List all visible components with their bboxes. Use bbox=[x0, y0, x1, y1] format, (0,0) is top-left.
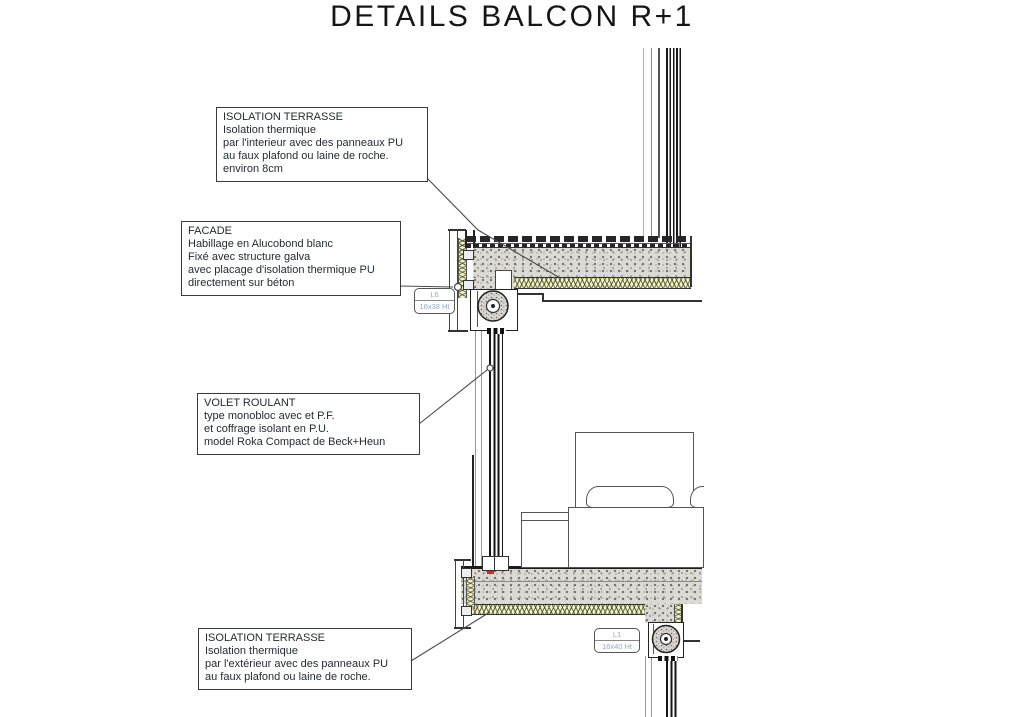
ceiling-insulation-top bbox=[514, 277, 691, 289]
nightstand-drawer-line bbox=[522, 520, 568, 521]
interior-wall-line bbox=[472, 455, 474, 567]
annotation-title: ISOLATION TERRASSE bbox=[205, 632, 326, 644]
shutter-guide-rails bbox=[475, 330, 482, 568]
downstand-right-edge bbox=[681, 604, 683, 624]
facade-fixing-clip bbox=[463, 250, 474, 260]
annotation-facade bbox=[181, 221, 401, 296]
ceiling-insulation-bottom bbox=[471, 604, 645, 615]
false-ceiling-line-short bbox=[516, 293, 543, 295]
beam-label-L1 bbox=[594, 628, 640, 653]
annotation-line: directement sur béton bbox=[188, 277, 295, 289]
annotation-title: ISOLATION TERRASSE bbox=[223, 111, 344, 123]
bed-base bbox=[568, 507, 704, 568]
facade-cap-line-bottom bbox=[448, 330, 468, 332]
annotation-line: et coffrage isolant en P.U. bbox=[204, 423, 329, 435]
annotation-line: avec placage d'isolation thermique PU bbox=[188, 264, 375, 276]
beam-code: L1 bbox=[595, 629, 639, 641]
window-sill-block bbox=[482, 556, 509, 571]
slab-top-right-edge bbox=[690, 236, 692, 287]
drawing-title: DETAILS BALCON R+1 bbox=[330, 0, 694, 33]
roller-box-inner-line bbox=[653, 624, 654, 654]
annotation-volet-roulant bbox=[197, 393, 420, 455]
concrete-slab-bottom bbox=[461, 569, 702, 604]
bed-pillow bbox=[586, 486, 674, 508]
sill-profile-line bbox=[494, 557, 495, 570]
lower-ceiling-line bbox=[683, 640, 700, 642]
window-frame-lines-lower bbox=[645, 656, 652, 717]
shutter-curtain-section-lower bbox=[666, 661, 678, 717]
annotation-line: par l'extérieur avec des panneaux PU bbox=[205, 658, 389, 670]
annotation-title: FACADE bbox=[188, 225, 233, 237]
shutter-curtain-section bbox=[489, 334, 503, 556]
facade-fixing-clip bbox=[461, 606, 472, 616]
annotation-line: au faux plafond ou laine de roche. bbox=[205, 671, 371, 683]
terrace-paving-tiles bbox=[466, 236, 691, 242]
false-ceiling-line-long bbox=[542, 300, 702, 302]
shutter-slat-hooks-bottom bbox=[658, 656, 678, 661]
leader-isolation-bottom bbox=[411, 612, 490, 661]
facade-insulation-strip-bottom bbox=[466, 576, 475, 609]
shutter-slat-hooks-top bbox=[487, 328, 506, 334]
roller-box-inner-line bbox=[477, 291, 478, 327]
balustrade-glass-line bbox=[643, 48, 644, 238]
facade-fixing-clip bbox=[461, 568, 472, 578]
balustrade-profile-bundle bbox=[666, 48, 681, 250]
balustrade-post-lines bbox=[651, 48, 660, 238]
screed-separation-line bbox=[461, 581, 702, 582]
annotation-line: model Roka Compact de Beck+Heun bbox=[204, 436, 386, 448]
facade-cladding-lines-top bbox=[449, 229, 458, 332]
annotation-line: Habillage en Alucobond blanc bbox=[188, 238, 333, 250]
annotation-line: type monobloc avec et P.F. bbox=[204, 410, 335, 422]
beam-code: L6 bbox=[415, 289, 454, 301]
nightstand bbox=[521, 512, 569, 568]
facade-cap-line-bottom2 bbox=[454, 627, 471, 629]
beam-label-L6 bbox=[414, 288, 455, 314]
annotation-isolation-terrasse-top bbox=[216, 107, 428, 182]
annotation-title: VOLET ROULANT bbox=[204, 397, 296, 409]
annotation-line: environ 8cm bbox=[223, 163, 283, 175]
annotation-line: Isolation thermique bbox=[205, 645, 298, 657]
sill-gasket-red bbox=[487, 571, 494, 574]
annotation-isolation-terrasse-bottom bbox=[198, 628, 412, 690]
beam-size: 16x38 Ht bbox=[419, 302, 450, 311]
beam-size: 16x40 Ht bbox=[601, 642, 633, 651]
annotation-line: au faux plafond ou laine de roche. bbox=[223, 150, 389, 162]
annotation-line: par l'interieur avec des panneaux PU bbox=[223, 137, 404, 149]
annotation-line: Fixé avec structure galva bbox=[188, 251, 311, 263]
leader-facade bbox=[400, 286, 453, 287]
window-head-anchor bbox=[465, 230, 475, 248]
annotation-line: Isolation thermique bbox=[223, 124, 316, 136]
